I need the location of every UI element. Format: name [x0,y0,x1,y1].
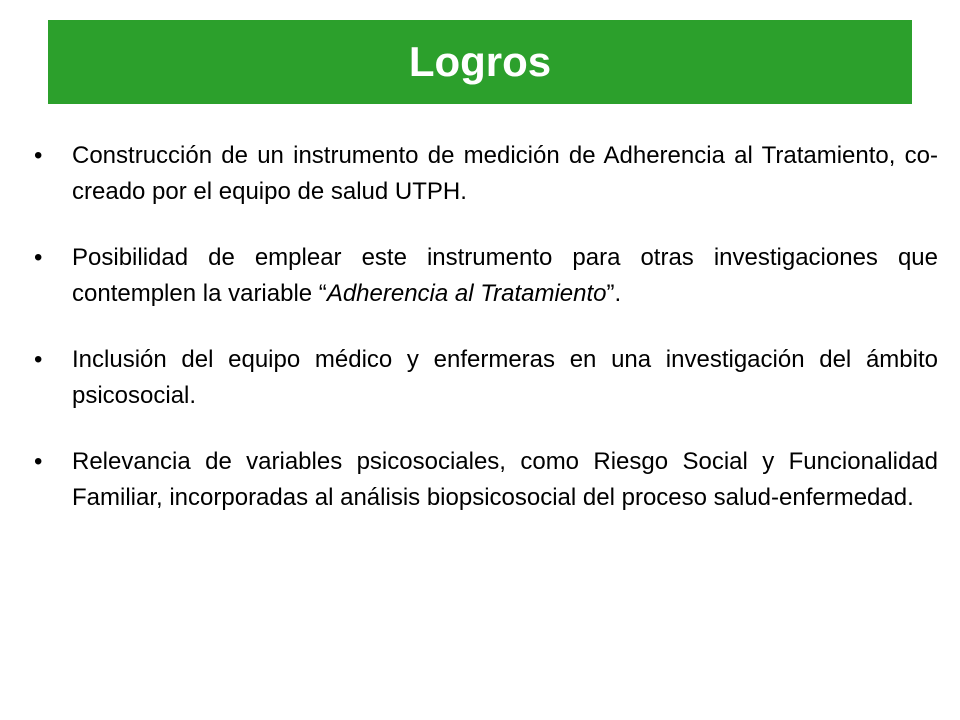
bullet-text-after: ”. [606,280,622,307]
bullet-item-relevancia [34,444,938,516]
bullet-icon: • [34,448,43,475]
bullet-icon: • [34,244,43,271]
bullet-text: Relevancia de variables psicosociales, como Riesgo Social y Funcionalidad Familiar, incorporadas al análisis biopsicosocial del proceso salud-enfermedad. [72,448,938,511]
title-bar [48,20,912,104]
bullet-item-construccion [34,138,938,210]
bullet-list [34,138,938,546]
bullet-text [72,244,938,307]
bullet-text-before: Posibilidad de emplear este instrumento para otras investigaciones que contemplen la variable “ [72,244,938,307]
bullet-text: Inclusión del equipo médico y enfermeras en una investigación del ámbito psicosocial. [72,346,938,409]
bullet-icon: • [34,346,43,373]
slide-title: Logros [408,38,552,85]
bullet-text: Construcción de un instrumento de medición de Adherencia al Tratamiento, co-creado por el equipo de salud UTPH. [72,142,938,205]
bullet-icon: • [34,142,43,169]
bullet-item-posibilidad [34,240,938,312]
bullet-text-italic: Adherencia al Tratamiento [326,280,607,307]
bullet-item-inclusion [34,342,938,414]
